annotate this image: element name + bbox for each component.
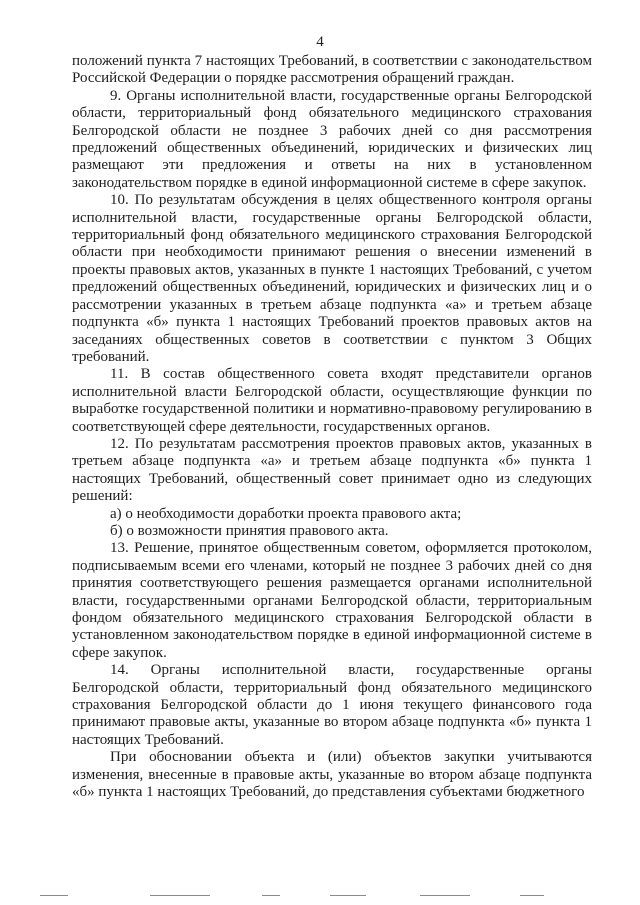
paragraph-9: 9. Органы исполнительной власти, государственные органы Белгородской области, территориальный фонд обязательного медицинского страхования Белгородской области не позднее 3 рабочих дней со дня рассмотрения предложений общественных объединений, юридических и физических лиц размещают эти предложения и ответы на них в установленном законодательством порядке в единой информационной системе в сфере закупок. [72,87,592,191]
paragraph-13: 13. Решение, принятое общественным советом, оформляется протоколом, подписываемым всеми его членами, который не позднее 3 рабочих дней со дня принятия соответствующего решения размещается органами исполнительной власти, государственными органами Белгородской области, территориальным фондом обязательного медицинского страхования Белгородской области в установленном законодательством порядке в единой информационной системе в сфере закупок. [72,540,592,661]
page-number: 4 [316,34,324,50]
document-body [72,53,592,801]
paragraph-11: 11. В состав общественного совета входят представители органов исполнительной власти Белгородской области, осуществляющие функции по выработке государственной политики и нормативно-правовому регулированию в соответствующей сфере деятельности, государственных органов. [72,366,592,435]
paragraph-12-b: б) о возможности принятия правового акта. [110,522,389,539]
paragraph-continuation: положений пункта 7 настоящих Требований, в соответствии с законодательством Российской Федерации о порядке рассмотрения обращений граждан. [72,53,592,87]
scan-artifact-marks [0,895,640,905]
paragraph-14: 14. Органы исполнительной власти, государственные органы Белгородской области, территориальный фонд обязательного медицинского страхования Белгородской области до 1 июня текущего финансового года принимают правовые акты, указанные во втором абзаце подпункта «б» пункта 1 настоящих Требований. [72,662,592,748]
paragraph-12: 12. По результатам рассмотрения проектов правовых актов, указанных в третьем абзаце подпункта «а» и третьем абзаце подпункта «б» пункта 1 настоящих Требований, общественный совет принимает одно из следующих решений: [72,435,592,505]
paragraph-closing: При обосновании объекта и (или) объектов закупки учитываются изменения, внесенные в правовые акты, указанные во втором абзаце подпункта «б» пункта 1 настоящих Требований, до представления субъектами бюджетного [72,749,592,801]
paragraph-12-a: а) о необходимости доработки проекта правового акта; [110,505,462,522]
paragraph-10: 10. По результатам обсуждения в целях общественного контроля органы исполнительной власти, государственные органы Белгородской области, территориальный фонд обязательного медицинского страхования Белгородской области при необходимости принимают решения о внесении изменений в проекты правовых актов, указанных в пункте 1 настоящих Требований, с учетом предложений общественных объединений, юридических и физических лиц и о рассмотрении указанных в третьем абзаце подпункта «а» и третьем абзаце подпункта «б» пункта 1 настоящих Требований проектов правовых актов на заседаниях общественных советов в соответствии с пунктом 3 Общих требований. [72,192,592,365]
